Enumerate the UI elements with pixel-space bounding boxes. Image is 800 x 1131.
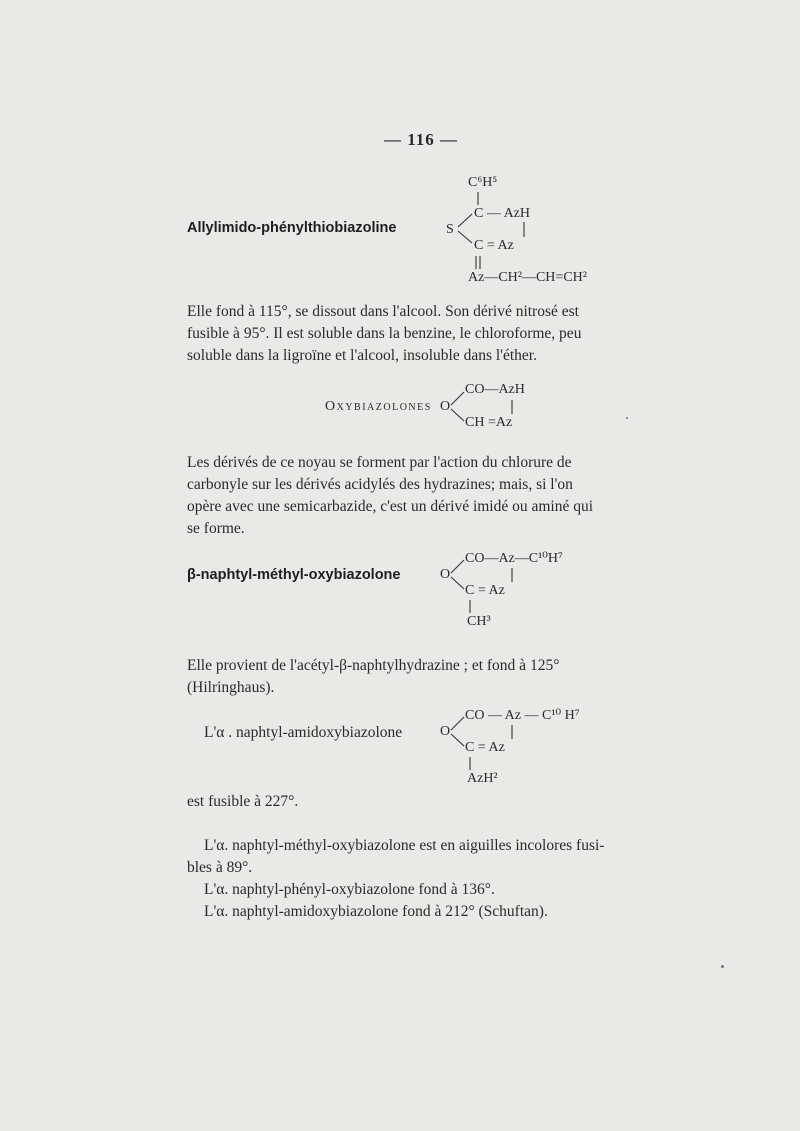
atom-ch-az: CH =Az xyxy=(465,415,513,430)
section-heading: Oxybiazolones xyxy=(325,399,432,414)
text-line: Elle provient de l'acétyl-β-naphtylhydrazine ; et fond à 125° xyxy=(187,657,560,674)
atom-o: O xyxy=(440,567,451,582)
page-number: — 116 — xyxy=(384,130,459,149)
atom-chain: Az—CH²—CH=CH² xyxy=(468,270,587,285)
atom-ch3: CH³ xyxy=(467,614,491,629)
text-line: bles à 89°. xyxy=(187,859,253,876)
atom-c-az: C = Az xyxy=(474,238,514,253)
atom-s: S xyxy=(446,222,454,237)
text-line: fusible à 95°. Il est soluble dans la benzine, le chloroforme, peu xyxy=(187,325,582,342)
atom-c-az: C = Az xyxy=(465,583,505,598)
atom-co-az: CO — Az — C¹⁰ H⁷ xyxy=(465,708,580,723)
compound-name: L'α . naphtyl-amidoxybiazolone xyxy=(204,724,403,741)
text-line: L'α. naphtyl-méthyl-oxybiazolone est en aiguilles incolores fusi- xyxy=(204,837,605,854)
text-line: L'α. naphtyl-amidoxybiazolone fond à 212° (Schuftan). xyxy=(204,903,548,920)
atom-c-az: C = Az xyxy=(465,740,505,755)
compound-name: Allylimido-phénylthiobiazoline xyxy=(187,220,397,236)
text-line: Elle fond à 115°, se dissout dans l'alcool. Son dérivé nitrosé est xyxy=(187,303,579,320)
atom-c-azh: C — AzH xyxy=(474,206,530,221)
atom-co-az: CO—Az—C¹⁰H⁷ xyxy=(465,551,563,566)
atom-co-azh: CO—AzH xyxy=(465,382,525,397)
atom-c6h5: C⁶H⁵ xyxy=(468,175,498,190)
speck xyxy=(721,965,724,968)
text-line: (Hilringhaus). xyxy=(187,679,275,696)
text-line: est fusible à 227°. xyxy=(187,793,299,810)
speck xyxy=(626,417,628,419)
atom-o: O xyxy=(440,724,451,739)
text-line: L'α. naphtyl-phényl-oxybiazolone fond à 136°. xyxy=(204,881,495,898)
atom-azh2: AzH² xyxy=(467,771,498,786)
text-line: opère avec une semicarbazide, c'est un dérivé imidé ou aminé qui xyxy=(187,498,594,515)
text-line: soluble dans la ligroïne et l'alcool, insoluble dans l'éther. xyxy=(187,347,537,364)
compound-name: β-naphtyl-méthyl-oxybiazolone xyxy=(187,567,401,583)
text-line: Les dérivés de ce noyau se forment par l'action du chlorure de xyxy=(187,454,572,471)
text-line: se forme. xyxy=(187,520,245,537)
atom-o: O xyxy=(440,399,451,414)
text-line: carbonyle sur les dérivés acidylés des hydrazines; mais, si l'on xyxy=(187,476,573,493)
